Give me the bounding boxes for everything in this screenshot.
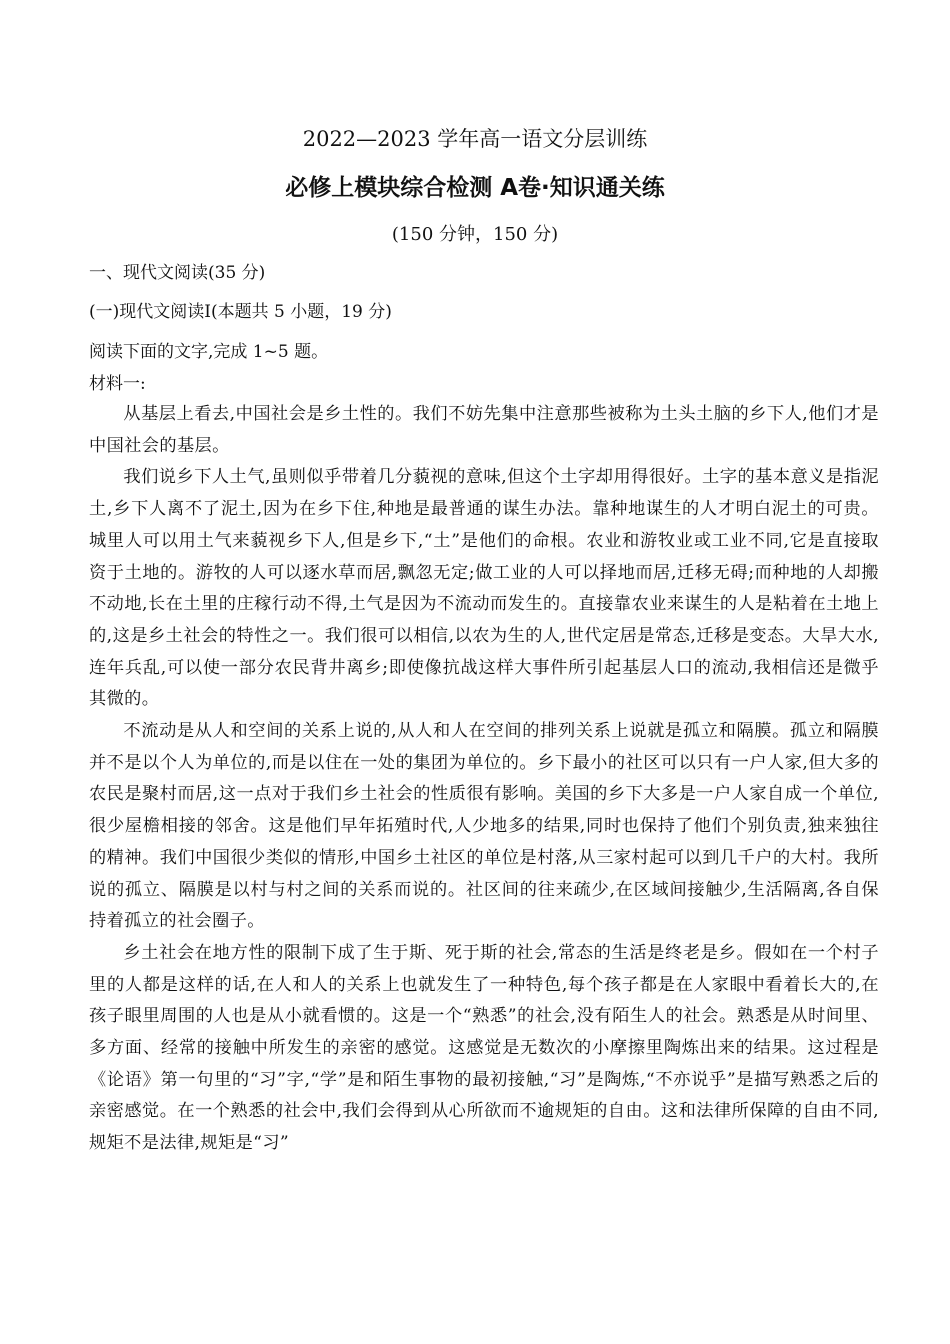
paragraph-1: 从基层上看去,中国社会是乡土性的。我们不妨先集中注意那些被称为土头土脑的乡下人,他们才是中国社会的基层。 [89, 404, 879, 456]
paragraph-2: 我们说乡下人土气,虽则似乎带着几分藐视的意味,但这个土字却用得很好。土字的基本意义是指泥土,乡下人离不了泥土,因为在乡下住,种地是最普通的谋生办法。靠种地谋生的人才明白泥土的可贵。城里人可以用土气来藐视乡下人,但是乡下,“土”是他们的命根。农业和游牧业或工业不同,它是直接取资于土地的。游牧的人可以逐水草而居,飘忽无定;做工业的人可以择地而居,迁移无碍;而种地的人却搬不动地,长在土里的庄稼行动不得,土气是因为不流动而发生的。直接靠农业来谋生的人是粘着在土地上的,这是乡土社会的特性之一。我们很可以相信,以农为生的人,世代定居是常态,迁移是变态。大旱大水,连年兵乱,可以使一部分农民背井离乡;即使像抗战这样大事件所引起基层人口的流动,我相信还是微乎其微的。 [89, 467, 879, 710]
document-title: 2022—2023 学年高一语文分层训练 [302, 127, 648, 151]
material-label: 材料一: [89, 374, 146, 394]
paragraph-3: 不流动是从人和空间的关系上说的,从人和人在空间的排列关系上说就是孤立和隔膜。孤立和隔膜并不是以个人为单位的,而是以住在一处的集团为单位的。乡下最小的社区可以只有一户人家,但大多的农民是聚村而居,这一点对于我们乡土社会的性质很有影响。美国的乡下大多是一户人家自成一个单位,很少屋檐相接的邻舍。这是他们早年拓殖时代,人少地多的结果,同时也保持了他们个别负责,独来独往的精神。我们中国很少类似的情形,中国乡土社区的单位是村落,从三家村起可以到几千户的大村。我所说的孤立、隔膜是以村与村之间的关系而说的。社区间的往来疏少,在区域间接触少,生活隔离,各自保持着孤立的社会圈子。 [89, 721, 879, 932]
section-heading: 一、现代文阅读(35 分) [89, 263, 266, 283]
material-body [89, 399, 879, 1160]
subsection-heading: (一)现代文阅读Ⅰ(本题共 5 小题，19 分) [89, 302, 392, 322]
paragraph-4: 乡土社会在地方性的限制下成了生于斯、死于斯的社会,常态的生活是终老是乡。假如在一个村子里的人都是这样的话,在人和人的关系上也就发生了一种特色,每个孩子都是在人家眼中看着长大的,在孩子眼里周围的人也是从小就看惯的。这是一个“熟悉”的社会,没有陌生人的社会。熟悉是从时间里、多方面、经常的接触中所发生的亲密的感觉。这感觉是无数次的小摩擦里陶炼出来的结果。这过程是《论语》第一句里的“习”字,“学”是和陌生事物的最初接触,“习”是陶炼,“不亦说乎”是描写熟悉之后的亲密感觉。在一个熟悉的社会中,我们会得到从心所欲而不逾规矩的自由。这和法律所保障的自由不同,规矩不是法律,规矩是“习” [89, 942, 879, 1154]
reading-instruction: 阅读下面的文字,完成 1~5 题。 [89, 342, 329, 362]
document-subtitle: 必修上模块综合检测 A卷·知识通关练 [285, 175, 665, 201]
time-score-note: (150 分钟，150 分) [391, 224, 559, 245]
